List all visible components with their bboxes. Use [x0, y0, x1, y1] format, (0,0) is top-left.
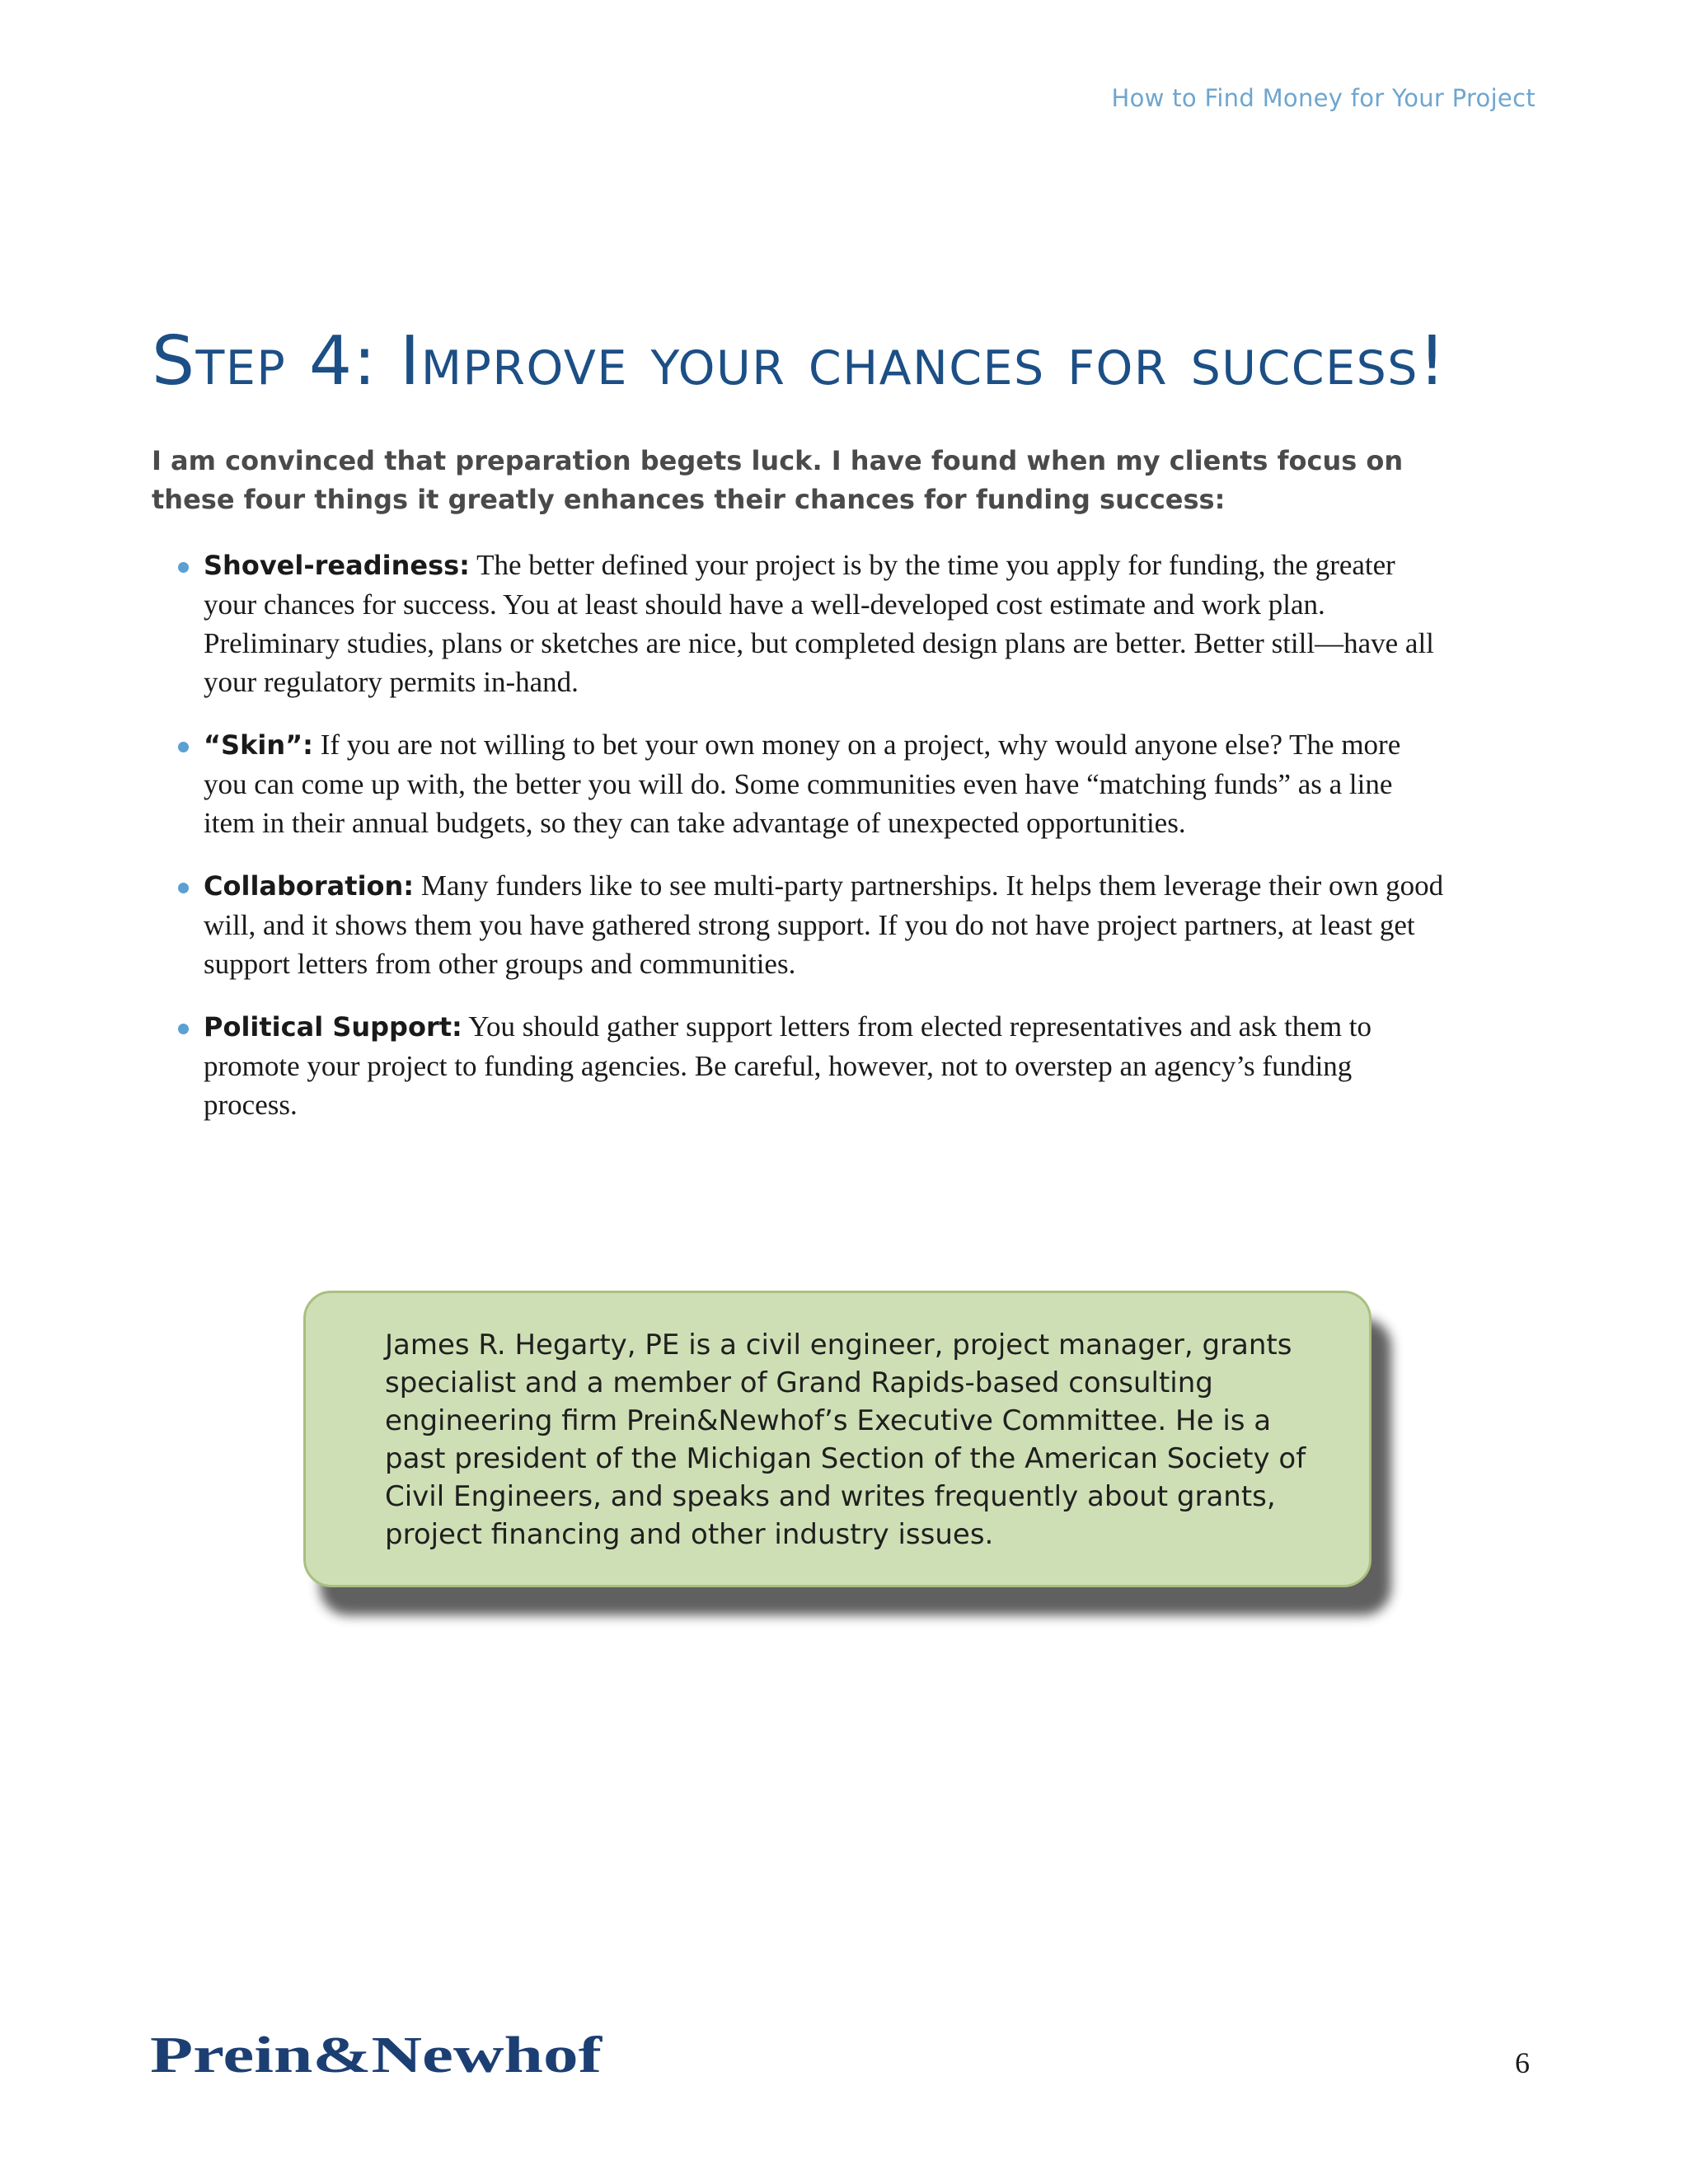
bullet-text: Many funders like to see multi-party partnerships. It helps them leverage their own good will, and it shows them you have gathered strong support. If you do not have project partners, at least get support letters from other groups and communities.	[204, 869, 1444, 980]
author-bio-box	[303, 1291, 1372, 1587]
bullet-term: Political Support:	[204, 1011, 462, 1043]
bullet-text: The better defined your project is by the time you apply for funding, the greater your chances for success. You at least should have a well-developed cost estimate and work plan. Preliminary studies, plans or sketches are nice, but completed design plans are better. Better still—have all your regulatory permits in-hand.	[204, 549, 1434, 698]
bullet-icon	[178, 883, 189, 893]
bullet-icon	[178, 742, 189, 752]
list-item	[176, 866, 1446, 983]
bullet-term: Collaboration:	[204, 870, 415, 902]
list-item	[176, 546, 1446, 701]
page-number: 6	[1515, 2046, 1530, 2079]
bullet-term: “Skin”:	[204, 729, 313, 761]
bullet-term: Shovel-readiness:	[204, 550, 470, 581]
bullet-icon	[178, 562, 189, 573]
logo-wordmark: Prein&Newhof	[150, 2027, 603, 2083]
running-header: How to Find Money for Your Project	[1111, 84, 1536, 112]
prein-newhof-logo	[150, 2026, 603, 2083]
intro-paragraph: I am convinced that preparation begets luck. I have found when my clients focus on these four things it greatly enhances their chances for funding success:	[152, 445, 1404, 515]
list-item	[176, 725, 1446, 842]
bullet-text: If you are not willing to bet your own money on a project, why would anyone else? The more you can come up with, the better you will do. Some communities even have “matching funds” as a line item in their annual budgets, so they can take advantage of unexpected opportunities.	[204, 729, 1401, 839]
list-item	[176, 1007, 1446, 1124]
page-title: Step 4: Improve your chances for success!	[152, 322, 1447, 401]
tips-list	[176, 546, 1446, 1148]
bullet-icon	[178, 1024, 189, 1034]
bullet-text: You should gather support letters from elected representatives and ask them to promote your project to funding agencies. Be careful, however, not to overstep an agency’s funding process.	[204, 1010, 1372, 1121]
author-bio-text: James R. Hegarty, PE is a civil engineer, project manager, grants specialist and a member of Grand Rapids-based consulting engineering firm Prein&Newhof’s Executive Committee. He is a past president of the Michigan Section of the American Society of Civil Engineers, and speaks and writes frequently about grants, project financing and other industry issues.	[385, 1329, 1306, 1551]
